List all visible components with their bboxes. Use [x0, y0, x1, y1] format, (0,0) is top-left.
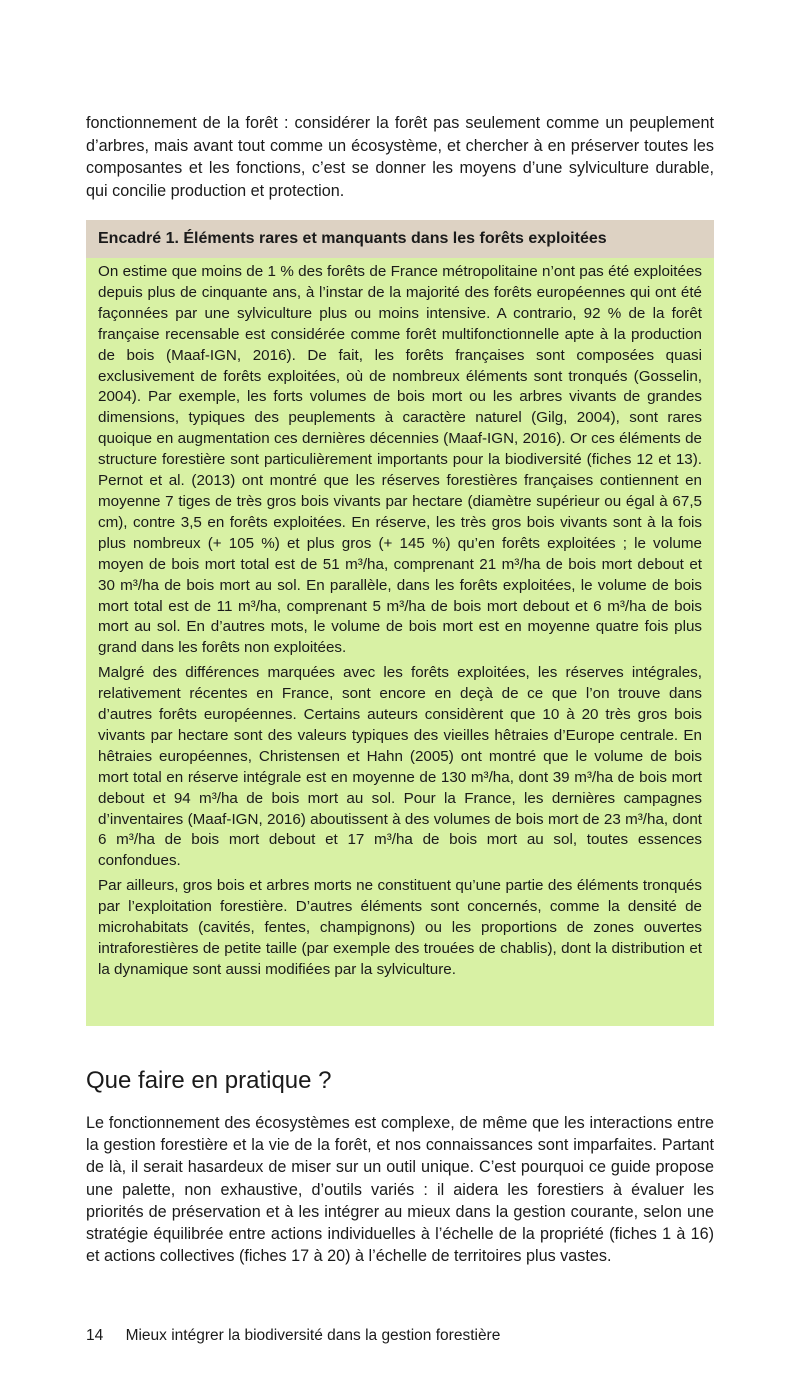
sidebar-box — [86, 220, 714, 1026]
intro-paragraph: fonctionnement de la forêt : considérer la forêt pas seulement comme un peuplement d’arbres, mais avant tout comme un écosystème, et chercher à en préserver toutes les composantes et les fonctions, c’est se donner les moyens d’une sylviculture durable, qui concilie production et protection. — [86, 114, 714, 200]
box-paragraph-2: Malgré des différences marquées avec les forêts exploitées, les réserves intégrales, relativement récentes en France, sont encore en deçà de ce que l’on trouve dans d’autres forêts européennes. Certains auteurs considèrent que 10 à 20 très gros bois vivants par hectare sont des valeurs typiques des vieilles hêtraies d’Europe centrale. En hêtraies européennes, Christensen et Hahn (2005) ont montré que le volume de bois mort total en réserve intégrale est en moyenne de 130 m³/ha, dont 39 m³/ha de bois mort debout et 94 m³/ha de bois mort au sol. Pour la France, les dernières campagnes d’inventaires (Maaf-IGN, 2016) aboutissent à des volumes de bois mort de 23 m³/ha, dont 6 m³/ha de bois mort debout et 17 m³/ha de bois mort au sol, toutes essences confondues. — [98, 664, 702, 870]
box-paragraph-1: On estime que moins de 1 % des forêts de France métropolitaine n’ont pas été exploitées depuis plus de cinquante ans, à l’instar de la majorité des forêts européennes qui ont été façonnées par une sylviculture plus ou moins intensive. A contrario, 92 % de la forêt française recensable est considérée comme forêt multifonctionnelle apte à la production de bois (Maaf-IGN, 2016). De fait, les forêts françaises sont composées quasi exclusivement de forêts exploitées, où de nombreux éléments sont tronqués (Gosselin, 2004). Par exemple, les forts volumes de bois mort ou les arbres vivants de grandes dimensions, typiques des peuplements à caractère naturel (Gilg, 2004), sont rares quoique en augmentation ces dernières décennies (Maaf-IGN, 2016). Or ces éléments de structure forestière sont particulièrement importants pour la biodiversité (fiches 12 et 13). Pernot et al. (2013) ont montré que les réserves forestières françaises contiennent en moyenne 7 tiges de très gros bois vivants par hectare (diamètre supérieur ou égal à 67,5 cm), contre 3,5 en forêts exploitées. En réserve, les très gros bois vivants sont à la fois plus nombreux (+ 105 %) et plus gros (+ 145 %) qu’en forêts exploitées ; le volume moyen de bois mort total est de 51 m³/ha, comprenant 21 m³/ha de bois mort debout et 30 m³/ha de bois mort au sol. En parallèle, dans les forêts exploitées, le volume de bois mort total est de 11 m³/ha, comprenant 5 m³/ha de bois mort debout et 6 m³/ha de bois mort au sol. En d’autres mots, le volume de bois mort est en moyenne quatre fois plus grand dans les forêts non exploitées. — [98, 263, 702, 657]
section-paragraph: Le fonctionnement des écosystèmes est complexe, de même que les interactions entre la gestion forestière et la vie de la forêt, et nos connaissances sont imparfaites. Partant de là, il serait hasardeux de miser sur un outil unique. C’est pourquoi ce guide propose une palette, non exhaustive, d’outils variés : il aidera les forestiers à évaluer les priorités de préservation et à les intégrer au mieux dans la gestion courante, selon une stratégie équilibrée entre actions individuelles à l’échelle de la propriété (fiches 1 à 16) et actions collectives (fiches 17 à 20) à l’échelle de territoires plus vastes. — [86, 1114, 714, 1266]
page-footer — [86, 1326, 500, 1346]
box-paragraph-3: Par ailleurs, gros bois et arbres morts ne constituent qu’une partie des éléments tronqués par l’exploitation forestière. D’autres éléments sont concernés, comme la densité de microhabitats (cavités, fentes, champignons) ou les proportions de zones ouvertes intraforestières de petite taille (par exemple des trouées de chablis), dont la distribution et la dynamique sont aussi modifiées par la sylviculture. — [98, 877, 702, 978]
box-title: Encadré 1. Éléments rares et manquants dans les forêts exploitées — [86, 220, 714, 258]
box-body — [86, 258, 714, 981]
running-title: Mieux intégrer la biodiversité dans la gestion forestière — [125, 1327, 501, 1344]
section-heading: Que faire en pratique ? — [86, 1067, 332, 1094]
page-number: 14 — [86, 1327, 104, 1344]
